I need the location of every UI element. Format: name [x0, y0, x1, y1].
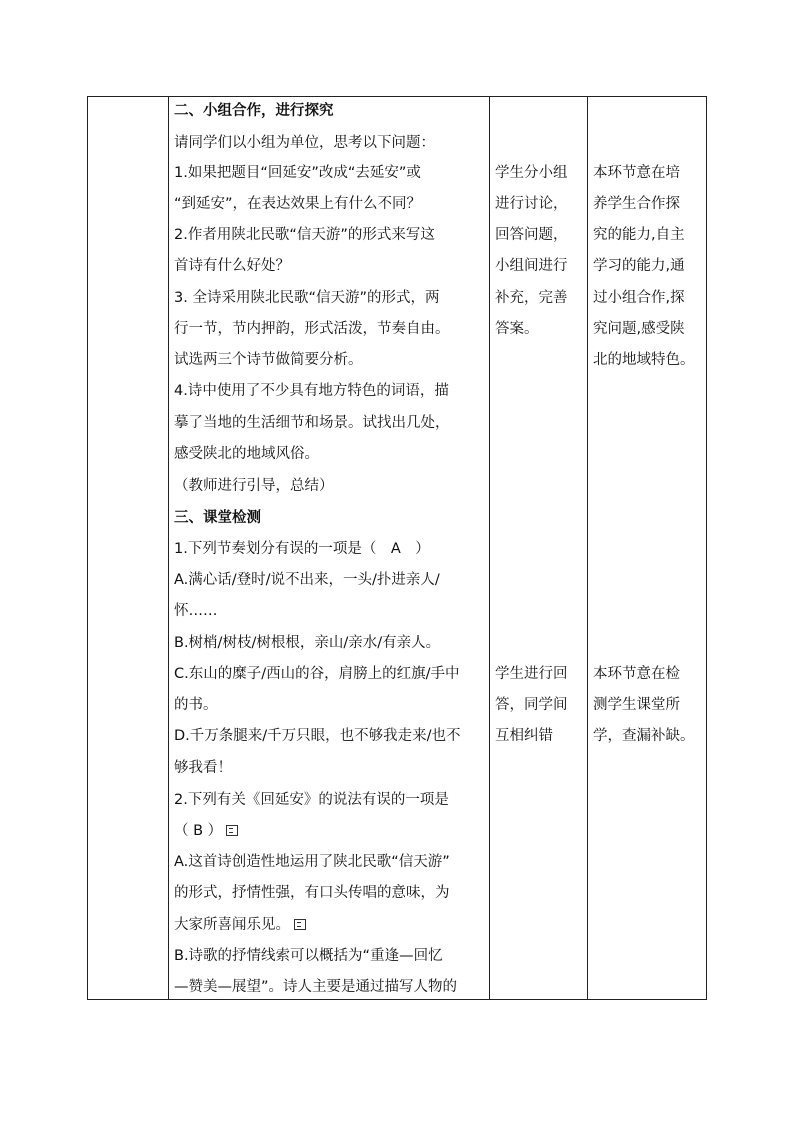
content-line: 行一节，节内押韵，形式活泼，节奏自由。	[174, 321, 450, 337]
intent-line: 学习的能力,通	[593, 258, 685, 274]
student-line: 学生分小组	[495, 165, 568, 181]
content-line: 1.下列节奏划分有误的一项是（ A ）	[174, 541, 430, 557]
intent-line: 学，查漏补缺。	[593, 728, 695, 744]
intent-line: 究的能力,自主	[593, 227, 685, 243]
intent-line: 测学生课堂所	[593, 697, 680, 713]
content-line: 的书。	[174, 697, 218, 713]
content-line: 1.如果把题目“回延安”改成“去延安”或	[174, 165, 421, 181]
section-heading: 三、课堂检测	[174, 510, 261, 526]
column-divider	[168, 97, 169, 999]
column-divider	[587, 97, 588, 999]
intent-line: 过小组合作,探	[593, 290, 685, 306]
content-line: 2.下列有关《回延安》的说法有误的一项是	[174, 792, 449, 808]
content-line: —赞美—展望”。诗人主要是通过描写人物的	[174, 979, 458, 995]
student-line: 学生进行回	[495, 666, 568, 682]
column-divider	[489, 97, 490, 999]
content-line: （教师进行引导，总结）	[174, 478, 334, 494]
content-line: 试选两三个诗节做简要分析。	[174, 352, 363, 368]
content-line: 3. 全诗采用陕北民歌“信天游”的形式，两	[174, 290, 440, 306]
content-line: A.这首诗创造性地运用了陕北民歌“信天游”	[174, 854, 450, 870]
student-line: 进行讨论，	[495, 196, 568, 212]
content-line: 够我看！	[174, 760, 232, 776]
student-line: 答，同学间	[495, 697, 568, 713]
content-line: （ B ）	[174, 821, 238, 841]
paragraph-mark-icon	[226, 825, 238, 836]
content-line: 2.作者用陕北民歌“信天游”的形式来写这	[174, 227, 435, 243]
student-line: 答案。	[495, 321, 539, 337]
intent-line: 究问题,感受陕	[593, 321, 685, 337]
content-line: 怀……	[174, 603, 218, 619]
section-heading: 二、小组合作，进行探究	[174, 103, 334, 119]
student-line: 回答问题，	[495, 227, 568, 243]
content-line: B.诗歌的抒情线索可以概括为“重逢—回忆	[174, 948, 443, 964]
content-line: 的形式，抒情性强，有口头传唱的意味，为	[174, 885, 450, 901]
content-line: C.东山的糜子/西山的谷，肩膀上的红旗/手中	[174, 666, 460, 682]
intent-line: 养学生合作探	[593, 196, 680, 212]
content-line: 请同学们以小组为单位，思考以下问题：	[174, 135, 435, 151]
student-line: 互相纠错	[495, 728, 553, 744]
lesson-plan-table	[87, 96, 707, 1000]
content-line: 首诗有什么好处？	[174, 258, 290, 274]
intent-line: 本环节意在检	[593, 666, 680, 682]
content-line: D.千万条腿来/千万只眼，也不够我走来/也不	[174, 728, 461, 744]
content-line: 感受陕北的地域风俗。	[174, 446, 319, 462]
content-line: “到延安”，在表达效果上有什么不同？	[174, 196, 422, 212]
intent-line: 北的地域特色。	[593, 352, 695, 368]
content-line: 4.诗中使用了不少具有地方特色的词语，描	[174, 383, 449, 399]
student-line: 补充，完善	[495, 290, 568, 306]
content-line: A.满心话/登时/说不出来，一头/扑进亲人/	[174, 572, 440, 588]
content-line: 大家所喜闻乐见。	[174, 915, 306, 935]
paragraph-mark-icon	[294, 919, 306, 930]
content-line: 摹了当地的生活细节和场景。试找出几处，	[174, 415, 450, 431]
content-line: B.树梢/树枝/树根根，亲山/亲水/有亲人。	[174, 635, 441, 651]
student-line: 小组间进行	[495, 258, 568, 274]
intent-line: 本环节意在培	[593, 165, 680, 181]
